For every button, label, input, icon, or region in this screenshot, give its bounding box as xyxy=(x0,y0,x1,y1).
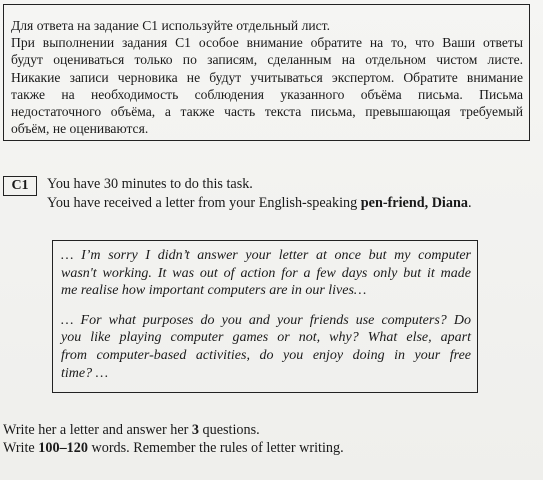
instructions-line: объём, не оцениваются. xyxy=(11,121,149,137)
questions-count: 3 xyxy=(191,422,199,438)
letter-line: … For what purposes do you and your friends use computers? Do xyxy=(61,312,471,328)
letter-line: from computer-based activities, do you enjoy doing in your free xyxy=(61,347,471,363)
task-label: C1 xyxy=(3,176,37,196)
letter-line: me realise how important computers are in our lives… xyxy=(61,283,367,299)
word-count-instruction xyxy=(3,440,344,457)
instructions-line: будут оцениваться только по записям, сделанным на отдельном чистом листе. xyxy=(11,52,523,68)
word-count-range: 100–120 xyxy=(38,440,88,456)
instructions-line: При выполнении задания С1 особое внимание обратите на то, что Ваши ответы xyxy=(11,35,523,51)
letter-line: time? … xyxy=(61,365,109,381)
questions-instruction xyxy=(3,422,260,439)
questions-suffix: questions. xyxy=(199,422,260,438)
instructions-line: Никакие записи черновика не будут учитываться экспертом. Обратите внимание xyxy=(11,69,523,85)
instructions-line: Для ответа на задание С1 используйте отдельный лист. xyxy=(11,18,330,33)
letter-line: … I’m sorry I didn’t answer your letter at once but my computer xyxy=(61,248,471,263)
word-count-prefix: Write xyxy=(3,440,39,456)
letter-line: you like playing computer games or not, why? What else, apart xyxy=(61,330,471,346)
instructions-line: недостаточного объёма, а также часть текста письма, превышающая требуемый xyxy=(11,104,523,120)
pen-friend-name: pen-friend, Diana xyxy=(360,195,468,211)
task-letter-prefix: You have received a letter from your English-speaking xyxy=(47,195,361,211)
task-letter-line xyxy=(47,195,472,212)
task-letter-suffix: . xyxy=(467,195,472,211)
questions-prefix: Write her a letter and answer her xyxy=(3,422,192,438)
instructions-line: также на необходимость соблюдения указанного объёма письма. Письма xyxy=(11,86,523,102)
letter-line: wasn't working. It was out of action for a few days only but it made xyxy=(61,265,471,281)
task-time-line: You have 30 minutes to do this task. xyxy=(47,176,253,192)
instructions-box xyxy=(3,4,530,141)
paragraph-gap xyxy=(61,300,471,312)
word-count-suffix: words. Remember the rules of letter writing. xyxy=(87,440,344,456)
letter-excerpt-box xyxy=(52,240,478,393)
